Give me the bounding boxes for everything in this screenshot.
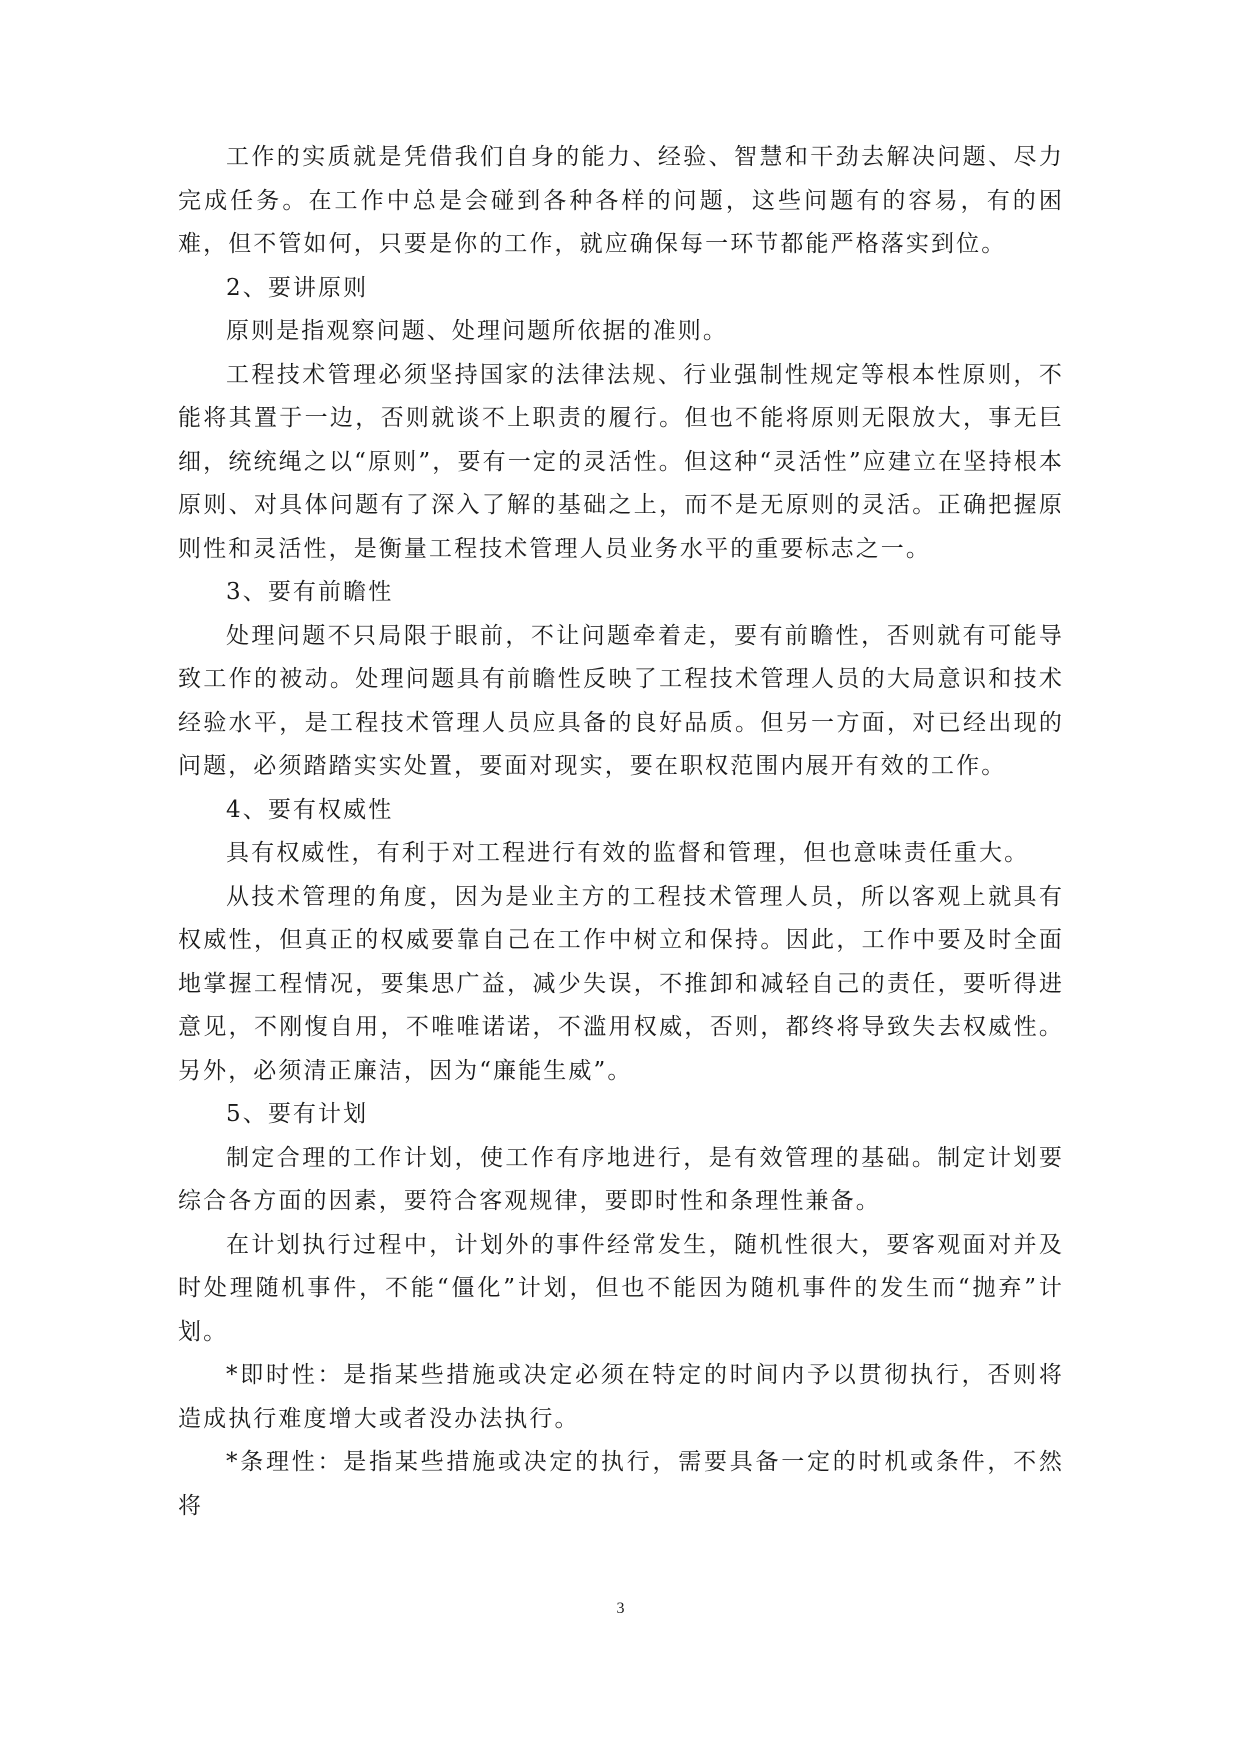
page-number: 3 [616, 1600, 625, 1617]
paragraph: 原则是指观察问题、处理问题所依据的准则。 [226, 318, 728, 344]
section-heading: 3、要有前瞻性 [226, 579, 394, 605]
paragraph: 工程技术管理必须坚持国家的法律法规、行业强制性规定等根本性原则，不能将其置于一边，否则就谈不上职责的履行。但也不能将原则无限放大，事无巨细，统统绳之以“原则”，要有一定的灵活性。但这种“灵活性”应建立在坚持根本原则、对具体问题有了深入了解的基础之上，而不是无原则的灵活。正确把握原则性和灵活性，是衡量工程技术管理人员业务水平的重要标志之一。 [178, 361, 1064, 562]
paragraph: 具有权威性，有利于对工程进行有效的监督和管理，但也意味责任重大。 [226, 840, 1030, 866]
paragraph: *即时性：是指某些措施或决定必须在特定的时间内予以贯彻执行，否则将造成执行难度增大或者没办法执行。 [178, 1362, 1064, 1432]
section-heading: 5、要有计划 [226, 1101, 369, 1127]
paragraph: *条理性：是指某些措施或决定的执行，需要具备一定的时机或条件，不然将 [178, 1449, 1064, 1519]
paragraph: 处理问题不只局限于眼前，不让问题牵着走，要有前瞻性，否则就有可能导致工作的被动。处理问题具有前瞻性反映了工程技术管理人员的大局意识和技术经验水平，是工程技术管理人员应具备的良好品质。但另一方面，对已经出现的问题，必须踏踏实实处置，要面对现实，要在职权范围内展开有效的工作。 [178, 622, 1064, 779]
paragraph: 制定合理的工作计划，使工作有序地进行，是有效管理的基础。制定计划要综合各方面的因素，要符合客观规律，要即时性和条理性兼备。 [178, 1144, 1064, 1214]
paragraph: 在计划执行过程中，计划外的事件经常发生，随机性很大，要客观面对并及时处理随机事件，不能“僵化”计划，但也不能因为随机事件的发生而“抛弃”计划。 [178, 1231, 1064, 1345]
paragraph: 从技术管理的角度，因为是业主方的工程技术管理人员，所以客观上就具有权威性，但真正的权威要靠自己在工作中树立和保持。因此，工作中要及时全面地掌握工程情况，要集思广益，减少失误，不推卸和减轻自己的责任，要听得进意见，不刚愎自用，不唯唯诺诺，不滥用权威，否则，都终将导致失去权威性。另外，必须清正廉洁，因为“廉能生威”。 [178, 883, 1064, 1084]
paragraph: 工作的实质就是凭借我们自身的能力、经验、智慧和干劲去解决问题、尽力完成任务。在工作中总是会碰到各种各样的问题，这些问题有的容易，有的困难，但不管如何，只要是你的工作，就应确保每一环节都能严格落实到位。 [178, 144, 1064, 257]
section-heading: 2、要讲原则 [226, 274, 369, 301]
section-heading: 4、要有权威性 [226, 796, 394, 823]
body-text [178, 136, 1064, 1528]
